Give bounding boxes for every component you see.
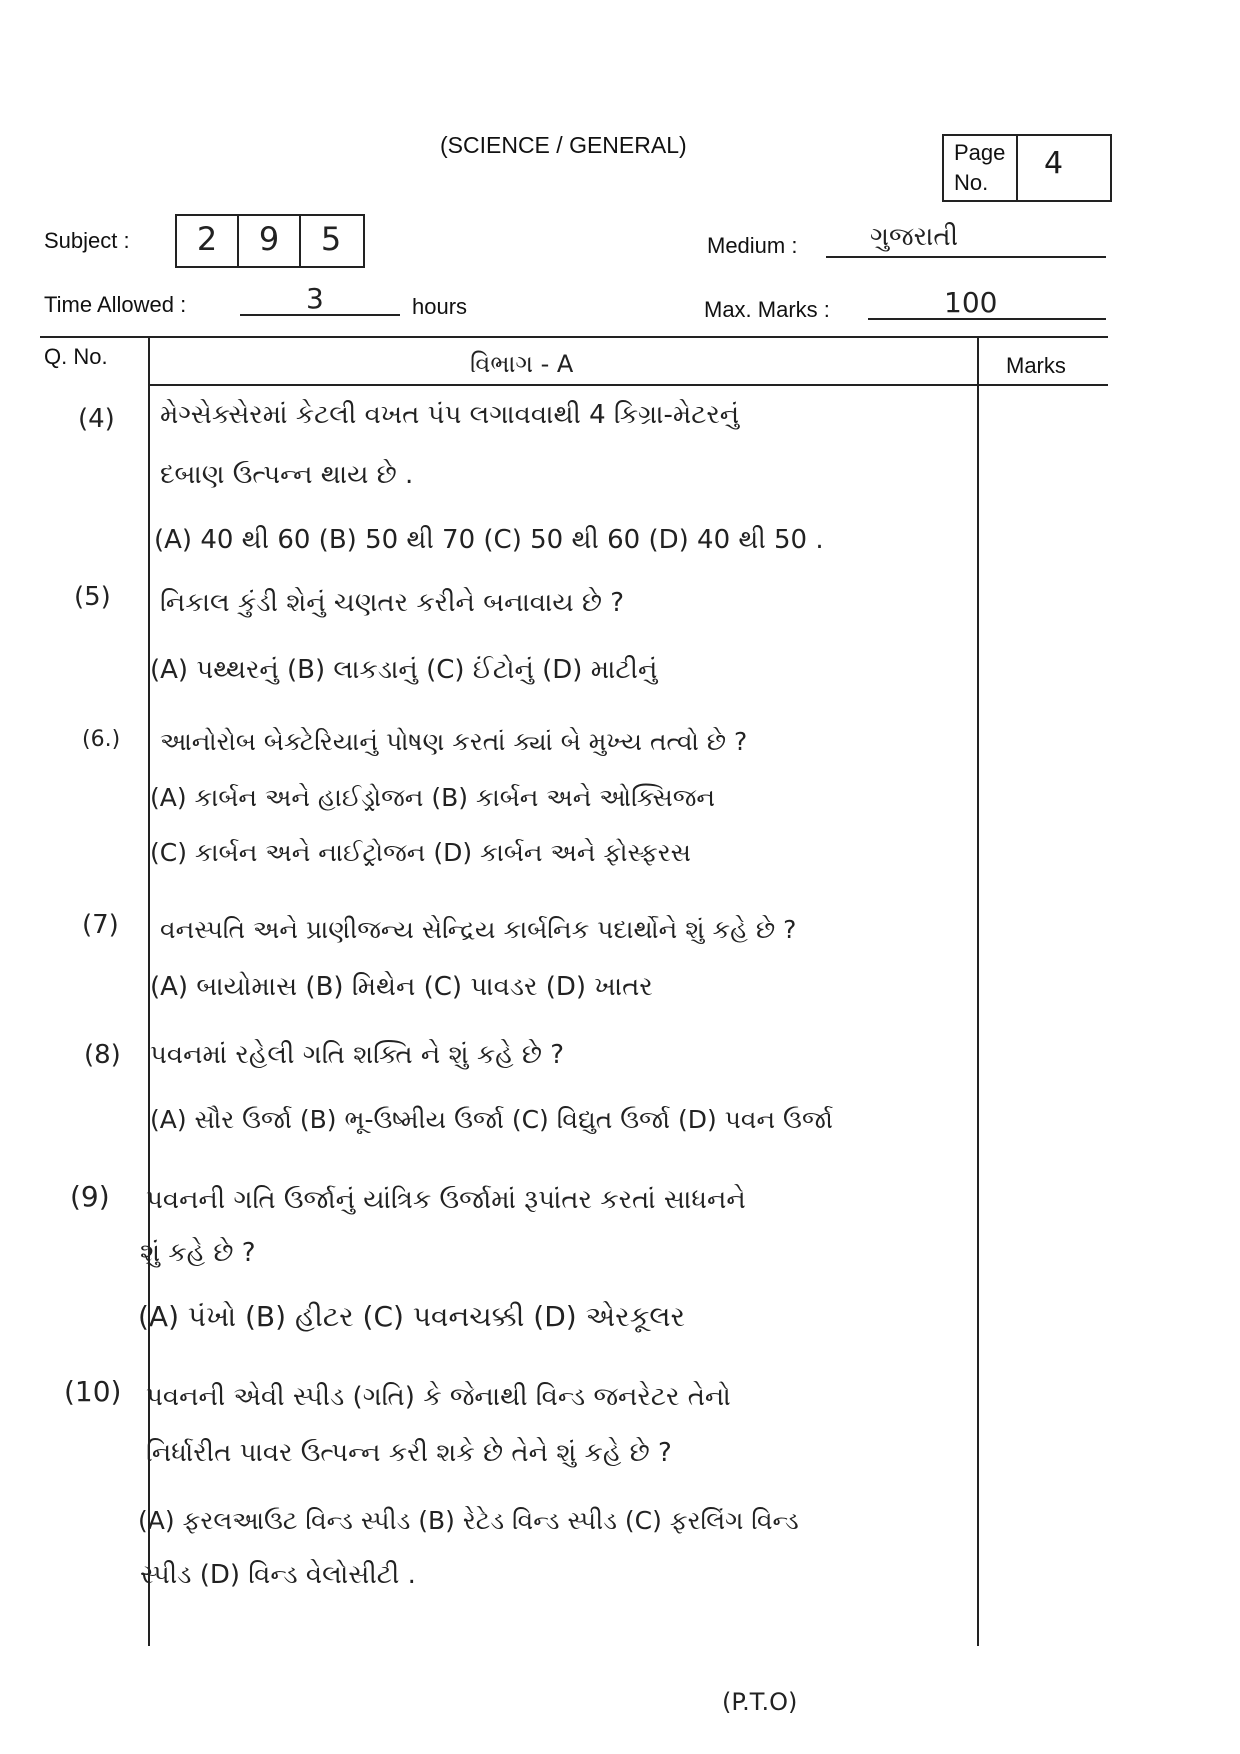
table-header-rule <box>150 384 1108 386</box>
question-text: પવનમાં રહેલી ગતિ શક્તિ ને શું કહે છે ? <box>150 1040 565 1070</box>
question-text: આનોરોબ બેક્ટેરિયાનું પોષણ કરતાં ક્યાં બે મુખ્ય તત્વો છે ? <box>160 727 748 756</box>
time-allowed-label: Time Allowed : <box>44 292 187 317</box>
option-text: (A) સૌર ઉર્જા (B) ભૂ-ઉષ્મીય ઉર્જા (C) વિદ્યુત ઉર્જા (D) પવન ઉર્જા <box>150 1105 833 1134</box>
marks-column-rule <box>977 336 979 1646</box>
time-allowed-value: 3 <box>306 282 324 315</box>
question-text: શું કહે છે ? <box>140 1238 256 1268</box>
question-text: પવનની એવી સ્પીડ (ગતિ) કે જેનાથી વિન્ડ જનરેટર તેનો <box>146 1382 731 1412</box>
option-text: (C) કાર્બન અને નાઈટ્રોજન (D) કાર્બન અને ફોસ્ફરસ <box>150 838 691 867</box>
question-number: (10) <box>64 1375 122 1408</box>
option-text: (A) કાર્બન અને હાઈડ્રોજન (B) કાર્બન અને ઓક્સિજન <box>150 783 716 812</box>
table-top-rule <box>40 336 1108 338</box>
page-number-value: 4 <box>1044 146 1064 181</box>
section-header: વિભાગ - A <box>470 350 574 378</box>
subject-digit: 5 <box>320 220 342 258</box>
question-text: વનસ્પતિ અને પ્રાણીજન્ય સેન્દ્રિય કાર્બનિક પદાર્થોને શું કહે છે ? <box>160 915 797 944</box>
question-text: નિકાલ કુંડી શેનું ચણતર કરીને બનાવાય છે ? <box>160 588 625 618</box>
subject-digit: 9 <box>258 220 280 258</box>
max-marks-label: Max. Marks : <box>704 297 830 322</box>
question-text: પવનની ગતિ ઉર્જાનું યાંત્રિક ઉર્જામાં રૂપાંતર કરતાં સાધનને <box>146 1185 746 1215</box>
option-text: (A) બાયોમાસ (B) મિથેન (C) પાવડર (D) ખાતર <box>150 972 653 1002</box>
option-text: (A) 40 થી 60 (B) 50 થી 70 (C) 50 થી 60 (D) 40 થી 50 . <box>154 525 824 555</box>
question-number: (6.) <box>82 727 121 752</box>
subject-code-box <box>175 214 365 268</box>
option-text: સ્પીડ (D) વિન્ડ વેલોસીટી . <box>140 1560 416 1590</box>
page-number-box <box>942 134 1112 202</box>
question-text: દબાણ ઉત્પન્ન થાય છે . <box>160 460 414 490</box>
page-title: (SCIENCE / GENERAL) <box>440 132 687 158</box>
page-label: Page <box>954 140 1006 165</box>
option-text: (A) પંખો (B) હીટર (C) પવનચક્કી (D) એરકૂલર <box>138 1300 686 1333</box>
medium-label: Medium : <box>707 233 798 258</box>
qno-header: Q. No. <box>44 344 108 369</box>
question-number: (7) <box>82 910 119 940</box>
pto-note: (P.T.O) <box>722 1688 798 1716</box>
no-label: No. <box>954 170 989 195</box>
question-text: નિર્ધારીત પાવર ઉત્પન્ન કરી શકે છે તેને શું કહે છે ? <box>146 1438 672 1468</box>
max-marks-value: 100 <box>944 286 998 319</box>
question-text: મેગ્સેક્સેરમાં કેટલી વખત પંપ લગાવવાથી 4 કિગ્રા-મેટરનું <box>160 400 740 430</box>
subject-digit: 2 <box>196 220 218 258</box>
question-number: (9) <box>70 1180 110 1213</box>
subject-label: Subject : <box>44 228 130 253</box>
question-number: (8) <box>84 1040 121 1070</box>
option-text: (A) ફરલઆઉટ વિન્ડ સ્પીડ (B) રેટેડ વિન્ડ સ્પીડ (C) ફરલિંગ વિન્ડ <box>138 1506 799 1535</box>
question-number: (4) <box>78 404 115 434</box>
question-number: (5) <box>74 582 111 612</box>
marks-header: Marks <box>1006 353 1066 378</box>
option-text: (A) પથ્થરનું (B) લાકડાનું (C) ઈંટોનું (D) માટીનું <box>150 655 658 685</box>
medium-value: ગુજરાતી <box>870 222 959 252</box>
time-unit: hours <box>412 294 468 319</box>
